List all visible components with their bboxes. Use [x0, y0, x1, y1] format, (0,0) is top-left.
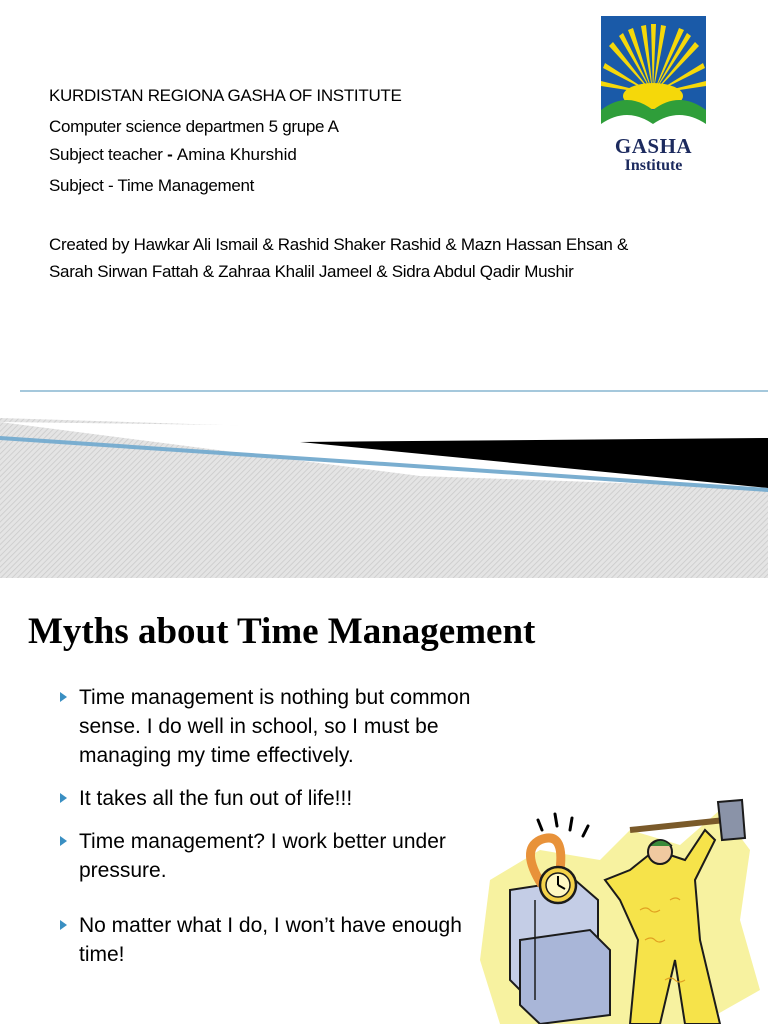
- list-item: It takes all the fun out of life!!!: [60, 784, 480, 813]
- teacher-separator: -: [162, 145, 177, 164]
- institute-line: KURDISTAN REGIONA GASHA OF INSTITUTE: [49, 86, 402, 105]
- bullet-arrow-icon: [60, 692, 67, 702]
- teacher-label: Subject teacher: [49, 145, 163, 164]
- bullet-arrow-icon: [60, 793, 67, 803]
- gasha-logo-icon: [601, 16, 706, 132]
- teacher-line: [49, 145, 297, 165]
- bullet-arrow-icon: [60, 920, 67, 930]
- decorative-wave-band: [0, 380, 768, 578]
- list-item: Time management? I work better under pressure.: [60, 827, 480, 885]
- list-item: No matter what I do, I won’t have enough time!: [60, 911, 480, 969]
- logo-text-gasha: GASHA: [614, 134, 693, 158]
- gasha-logo: [601, 16, 706, 181]
- subject-line: Subject - Time Management: [49, 176, 255, 195]
- bullet-arrow-icon: [60, 836, 67, 846]
- created-by-line: [49, 235, 628, 255]
- myths-list: [60, 683, 480, 969]
- teacher-name: Amina Khurshid: [176, 145, 297, 164]
- logo-text-institute: Institute: [624, 157, 683, 174]
- created-names-2: Sarah Sirwan Fattah & Zahraa Khalil Jameel & Sidra Abdul Qadir Mushir: [49, 262, 574, 281]
- department-line: Computer science departmen 5 grupe A: [49, 117, 339, 136]
- list-item: Time management is nothing but common sense. I do well in school, so I must be managing my time effectively.: [60, 683, 480, 770]
- created-names-1: Hawkar Ali Ismail & Rashid Shaker Rashid & Mazn Hassan Ehsan &: [129, 235, 629, 254]
- slide-title: Myths about Time Management: [28, 611, 536, 652]
- man-smashing-clock-clipart-icon: [480, 790, 768, 1024]
- created-label: Created by: [49, 235, 130, 254]
